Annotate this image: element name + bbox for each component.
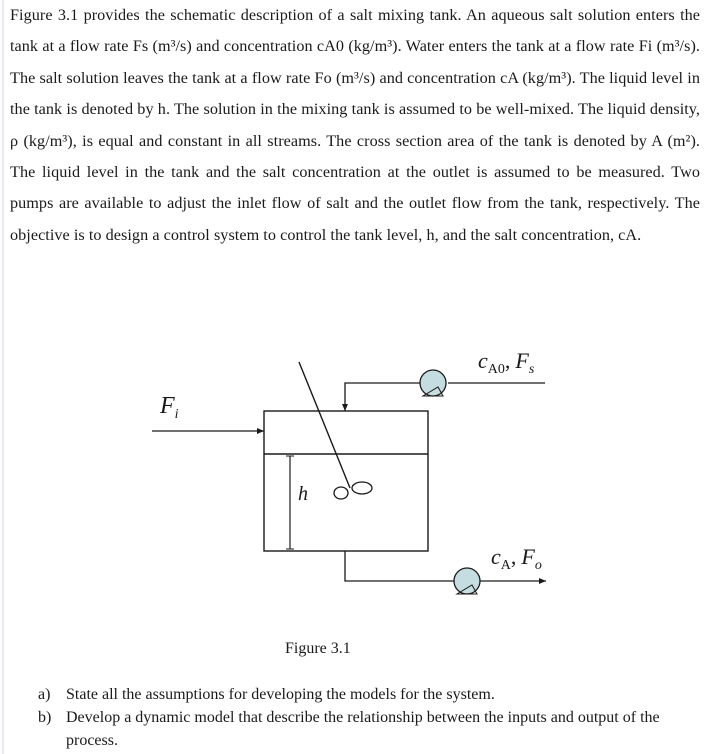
question-list [38, 683, 702, 752]
tank-outer [264, 411, 428, 551]
problem-statement-text: Figure 3.1 provides the schematic description of a salt mixing tank. An aqueous salt solution enters the tank at a flow rate Fs (m³/s) and concentration cA0 (kg/m³). Water enters the tank at a flow rate Fi (m³/s). The salt solution leaves the tank at a flow rate Fo (m³/s) and concentration cA (kg/m³). The liquid level in the tank is denoted by h. The solution in the mixing tank is assumed to be well-mixed. The liquid density, ρ (kg/m³), is equal and constant in all streams. The cross section area of the tank is denoted by A (m²). The liquid level in the tank and the salt concentration at the outlet is assumed to be measured. Two pumps are available to adjust the inlet flow of salt and the outlet flow from the tank, respectively. The objective is to design a control system to control the tank level, h, and the salt concentration, cA. [10, 6, 700, 244]
question-text: State all the assumptions for developing the models for the system. [66, 686, 495, 703]
question-letter: b) [38, 709, 52, 726]
impeller-blade-right [352, 482, 372, 494]
label-ca-fo: $c_A$, $F_o$ [491, 544, 542, 573]
label-fi: $F_i$ [160, 393, 179, 422]
question-text: Develop a dynamic model that describe the relationship between the inputs and output of the process. [66, 709, 660, 749]
agitator-shaft [299, 362, 350, 488]
label-h: h [298, 483, 308, 505]
question-letter: a) [38, 686, 51, 703]
question-item [38, 683, 702, 706]
salt-inlet-pump [420, 370, 446, 396]
label-ca0-fs: $c_{A0}$, $F_s$ [478, 348, 535, 377]
figure-caption: Figure 3.1 [285, 640, 351, 657]
outlet-line [345, 551, 454, 581]
salt-inlet-line [345, 383, 420, 411]
impeller-blade-left [334, 487, 348, 499]
question-item [38, 706, 702, 752]
outlet-pump [454, 568, 480, 594]
